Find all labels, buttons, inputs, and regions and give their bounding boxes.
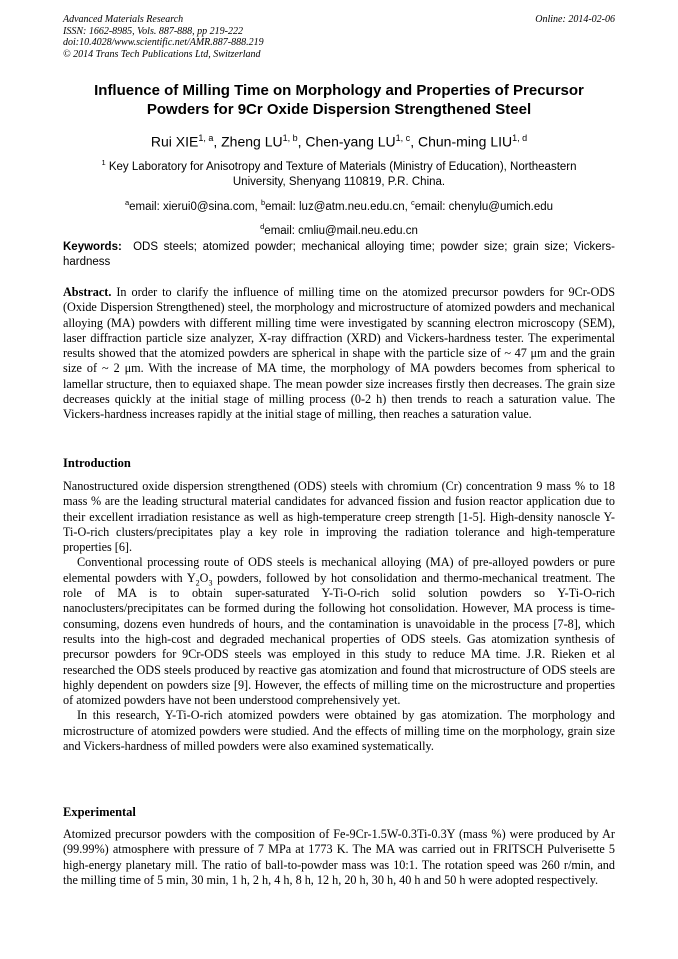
email-mark: c <box>411 198 415 207</box>
abstract-text: In order to clarify the influence of milling time on the atomized precursor powders for 9Cr-ODS (Oxide Dispersion Strengthened) steel, the morphology and microstructure of atomized powders and mechanical alloying (MA) powders with different milling time were investigated by scanning electron microscopy (SEM), laser diffraction particle size analyzer, X-ray diffraction (XRD) and Vickers-hardness tester. The experimental results showed that the atomized powders are spherical in shape with the particle size of ~ 47 μm and the grain size of ~ 2 μm. With the increase of MA time, the morphology of MA powders becomes from spherical to lamellar structure, then to equiaxed shape. The mean powder size increases firstly then decreases. The grain size decreases quickly at the initial stage of milling process (0-2 h) then trends to reach a saturation value. The Vickers-hardness increases rapidly at the initial stage of milling, then reaches a saturation value. <box>63 285 615 422</box>
author-affil-mark: 1, b <box>282 133 298 143</box>
keywords <box>63 240 615 270</box>
abstract <box>63 285 615 423</box>
email-mark: b <box>260 198 266 207</box>
email-link[interactable]: email: luz@atm.neu.edu.cn, <box>265 200 412 213</box>
abstract-label: Abstract. <box>63 285 112 299</box>
doi-line: doi:10.4028/www.scientific.net/AMR.887-888.219 <box>63 37 264 48</box>
keywords-text: ODS steels; atomized powder; mechanical alloying time; powder size; grain size; Vickers-hardness <box>63 241 616 268</box>
email-list <box>63 193 615 241</box>
author-name: Chen-yang LU <box>305 133 396 150</box>
author-name: Zheng LU <box>221 133 283 150</box>
introduction-heading: Introduction <box>63 456 131 470</box>
issn-line: ISSN: 1662-8985, Vols. 887-888, pp 219-222 <box>63 25 243 37</box>
email-link[interactable]: email: xierui0@sina.com, <box>129 200 261 213</box>
affiliation <box>63 155 615 190</box>
email-mark: d <box>260 221 265 231</box>
email-link[interactable]: email: cmliu@mail.neu.edu.cn <box>264 224 418 237</box>
paragraph: Atomized precursor powders with the composition of Fe-9Cr-1.5W-0.3Ti-0.3Y (mass %) were produced by Ar (99.99%) atmosphere with pressure of 7 MPa at 1773 K. The MA was carried out in FRITSCH Pulverisette 5 high-energy planetary mill. The ratio of ball-to-powder mass was 10:1. The rotation speed was 260 r/min, and the milling time of 5 min, 30 min, 1 h, 2 h, 4 h, 8 h, 12 h, 20 h, 30 h, 40 h and 50 h were adopted respectively. <box>63 827 615 887</box>
title-line-2: Powders for 9Cr Oxide Dispersion Strengthened Steel <box>146 101 532 118</box>
paragraph: In this research, Y-Ti-O-rich atomized powders were obtained by gas atomization. The morphology and microstructure of atomized powders were studied. And the effects of milling time on the morphology, grain size and Vickers-hardness of milled powders were also examined systematically. <box>63 708 615 754</box>
paragraph: Nanostructured oxide dispersion strengthened (ODS) steels with chromium (Cr) concentration 9 mass % to 18 mass % are the leading structural material candidates for advanced fission and fusion reactor application due to their excellent irradiation resistance as well as high-temperature creep strength [1-5]. High-density nanoscle Y-Ti-O-rich clusters/precipitates play a key role in improving the radiation tolerance and high-temperature properties [6]. <box>63 479 615 555</box>
journal-header <box>63 14 615 60</box>
keywords-label: Keywords: <box>63 241 122 253</box>
author-name: Rui XIE <box>150 133 199 150</box>
experimental-body <box>63 827 615 888</box>
online-date: Online: 2014-02-06 <box>535 14 615 25</box>
email-mark: a <box>124 198 130 207</box>
paragraph: Conventional processing route of ODS steels is mechanical alloying (MA) of pre-alloyed powders or pure elemental powders with $Y_2O_3$ powders, followed by hot consolidation and thermo-mechanical treatment. The role of MA is to obtain super-saturated Y-Ti-O-rich solid solution powders so Y-Ti-O-rich nanoclusters/precipitates can be formed during the following hot consolidation. However, MA process is time-consuming, dozens even hundreds of hours, and the contamination is unavoidable in the process [7-8], which results into the high-cost and degraded mechanical properties of ODS steels. Gas atomization synthesis of precursor powders for 9Cr-ODS steels was employed in this study to reduce MA time. J.R. Rieken et al researched the ODS steels produced by reactive gas atomization and found that microstructure of ODS steels are highly dependent on powders size [9]. However, the effects of milling time on the microstructure and properties of atomized powders have not been understood comprehensively yet. <box>63 555 615 708</box>
email-link[interactable]: email: chenylu@umich.edu <box>414 200 554 213</box>
copyright-line: © 2014 Trans Tech Publications Ltd, Switzerland <box>63 48 261 60</box>
journal-name: Advanced Materials Research <box>63 14 184 25</box>
affiliation-line-1: Key Laboratory for Anisotropy and Texture of Materials (Ministry of Education), Northeastern <box>108 160 577 173</box>
author-list: Rui XIE$^{1, a}$, Zheng LU$^{1, b}$, Chen-yang LU$^{1, c}$, Chun-ming LIU$^{1, d}$ <box>150 133 528 150</box>
paper-title <box>63 81 615 119</box>
introduction-body <box>63 479 615 754</box>
affiliation-mark: 1 <box>101 158 106 167</box>
author-affil-mark: 1, d <box>512 133 528 143</box>
experimental-heading: Experimental <box>63 805 136 819</box>
title-line-1: Influence of Milling Time on Morphology and Properties of Precursor <box>94 82 584 99</box>
author-name: Chun-ming LIU <box>417 133 513 150</box>
author-affil-mark: 1, a <box>198 133 214 143</box>
affiliation-line-2: University, Shenyang 110819, P.R. China. <box>232 175 446 188</box>
author-affil-mark: 1, c <box>395 133 411 143</box>
